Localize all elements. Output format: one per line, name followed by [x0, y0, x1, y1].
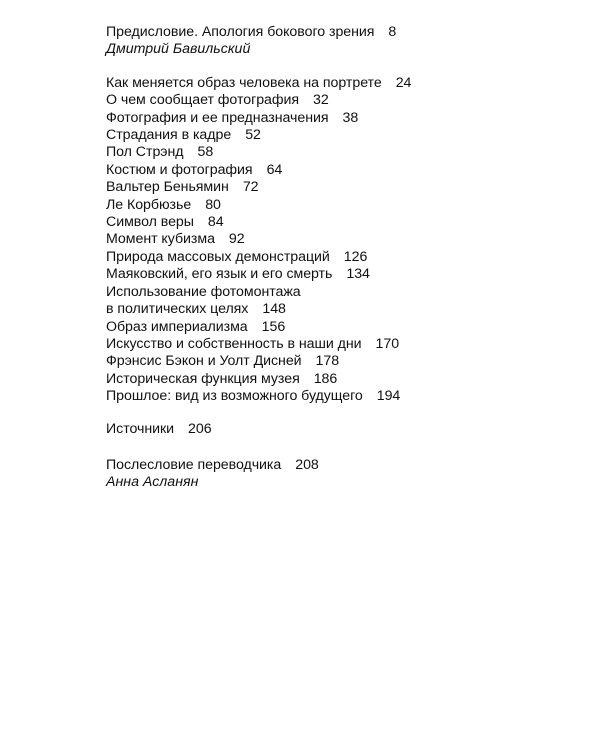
toc-afterword	[106, 457, 576, 492]
toc-entry	[106, 75, 576, 92]
toc-entry-page: 8	[388, 24, 397, 40]
toc-entry-title: Искусство и собственность в наши дни	[106, 335, 362, 352]
toc-entry-title: О чем сообщает фотография	[106, 92, 300, 109]
toc-entry-page: 80	[205, 196, 221, 213]
toc-entry-page: 208	[295, 456, 319, 473]
toc-entry	[106, 319, 576, 336]
table-of-contents	[106, 24, 576, 508]
toc-entry-title: Костюм и фотография	[106, 161, 253, 178]
toc-entry-page: 186	[313, 370, 338, 387]
toc-entry-two-line	[106, 284, 576, 319]
toc-preface	[106, 24, 576, 59]
toc-entry	[106, 231, 576, 248]
toc-entry-title: Момент кубизма	[106, 231, 215, 248]
toc-entry-title: Маяковский, его язык и его смерть	[106, 266, 333, 283]
toc-entry-title: Источники	[106, 420, 175, 437]
toc-entry	[106, 353, 576, 370]
toc-sources	[106, 421, 576, 438]
toc-entry	[106, 457, 576, 474]
toc-entry	[106, 92, 576, 109]
toc-entry	[106, 214, 576, 231]
toc-entry-author: Анна Асланян	[106, 474, 199, 491]
toc-entry-title: Фотография и ее предназначения	[106, 109, 329, 126]
toc-entry-page: 52	[245, 127, 261, 144]
toc-entry-page: 126	[343, 248, 368, 265]
toc-entry-page: 38	[342, 109, 359, 126]
toc-entry-title: Историческая функция музея	[106, 370, 300, 387]
toc-entry-page: 134	[346, 266, 370, 283]
toc-entry	[106, 421, 576, 438]
toc-entry-title: Прошлое: вид из возможного будущего	[106, 388, 363, 405]
toc-entry	[106, 388, 576, 405]
toc-entry-page: 156	[261, 318, 286, 335]
toc-entry	[106, 144, 576, 161]
toc-entry-title: Пол Стрэнд	[106, 144, 184, 161]
toc-entry	[106, 266, 576, 283]
toc-entry-title: Послесловие переводчика	[106, 456, 282, 473]
toc-entry-title: Фрэнсис Бэкон и Уолт Дисней	[106, 353, 302, 370]
toc-entry-page: 32	[313, 92, 329, 109]
toc-entry-page: 194	[376, 388, 401, 405]
toc-entry-page: 58	[197, 144, 214, 161]
toc-entry-page: 206	[188, 420, 212, 437]
toc-entry-title: Как меняется образ человека на портрете	[106, 74, 382, 91]
toc-entry-title: Вальтер Беньямин	[106, 179, 229, 196]
toc-entry-title: Образ империализма	[106, 318, 248, 335]
toc-entry-title: Ле Корбюзье	[106, 196, 192, 213]
toc-entry-title-line-2: в политических целях	[106, 301, 249, 318]
toc-entry	[106, 197, 576, 214]
toc-entry-page: 178	[315, 353, 340, 370]
toc-entry-page: 148	[262, 301, 286, 318]
toc-entry-page: 24	[395, 74, 412, 91]
toc-entry-page: 92	[228, 231, 245, 248]
toc-chapters	[106, 75, 576, 406]
toc-entry	[106, 110, 576, 127]
toc-entry	[106, 179, 576, 196]
toc-entry	[106, 249, 576, 266]
toc-entry-author: Дмитрий Бавильский	[106, 41, 251, 58]
toc-entry-page: 64	[266, 161, 283, 178]
toc-entry-title: Символ веры	[106, 214, 194, 231]
toc-entry-page: 170	[375, 335, 400, 352]
toc-entry	[106, 336, 576, 353]
toc-entry	[106, 371, 576, 388]
toc-entry	[106, 162, 576, 179]
toc-entry-title: Предисловие. Апология бокового зрения	[106, 24, 375, 40]
toc-entry	[106, 127, 576, 144]
toc-entry-page: 84	[207, 214, 224, 231]
toc-entry-title: Страдания в кадре	[106, 127, 232, 144]
toc-entry-title: Природа массовых демонстраций	[106, 248, 330, 265]
toc-entry-title-line-1: Использование фотомонтажа	[106, 283, 301, 300]
toc-entry	[106, 24, 576, 41]
toc-entry-page: 72	[242, 179, 259, 196]
